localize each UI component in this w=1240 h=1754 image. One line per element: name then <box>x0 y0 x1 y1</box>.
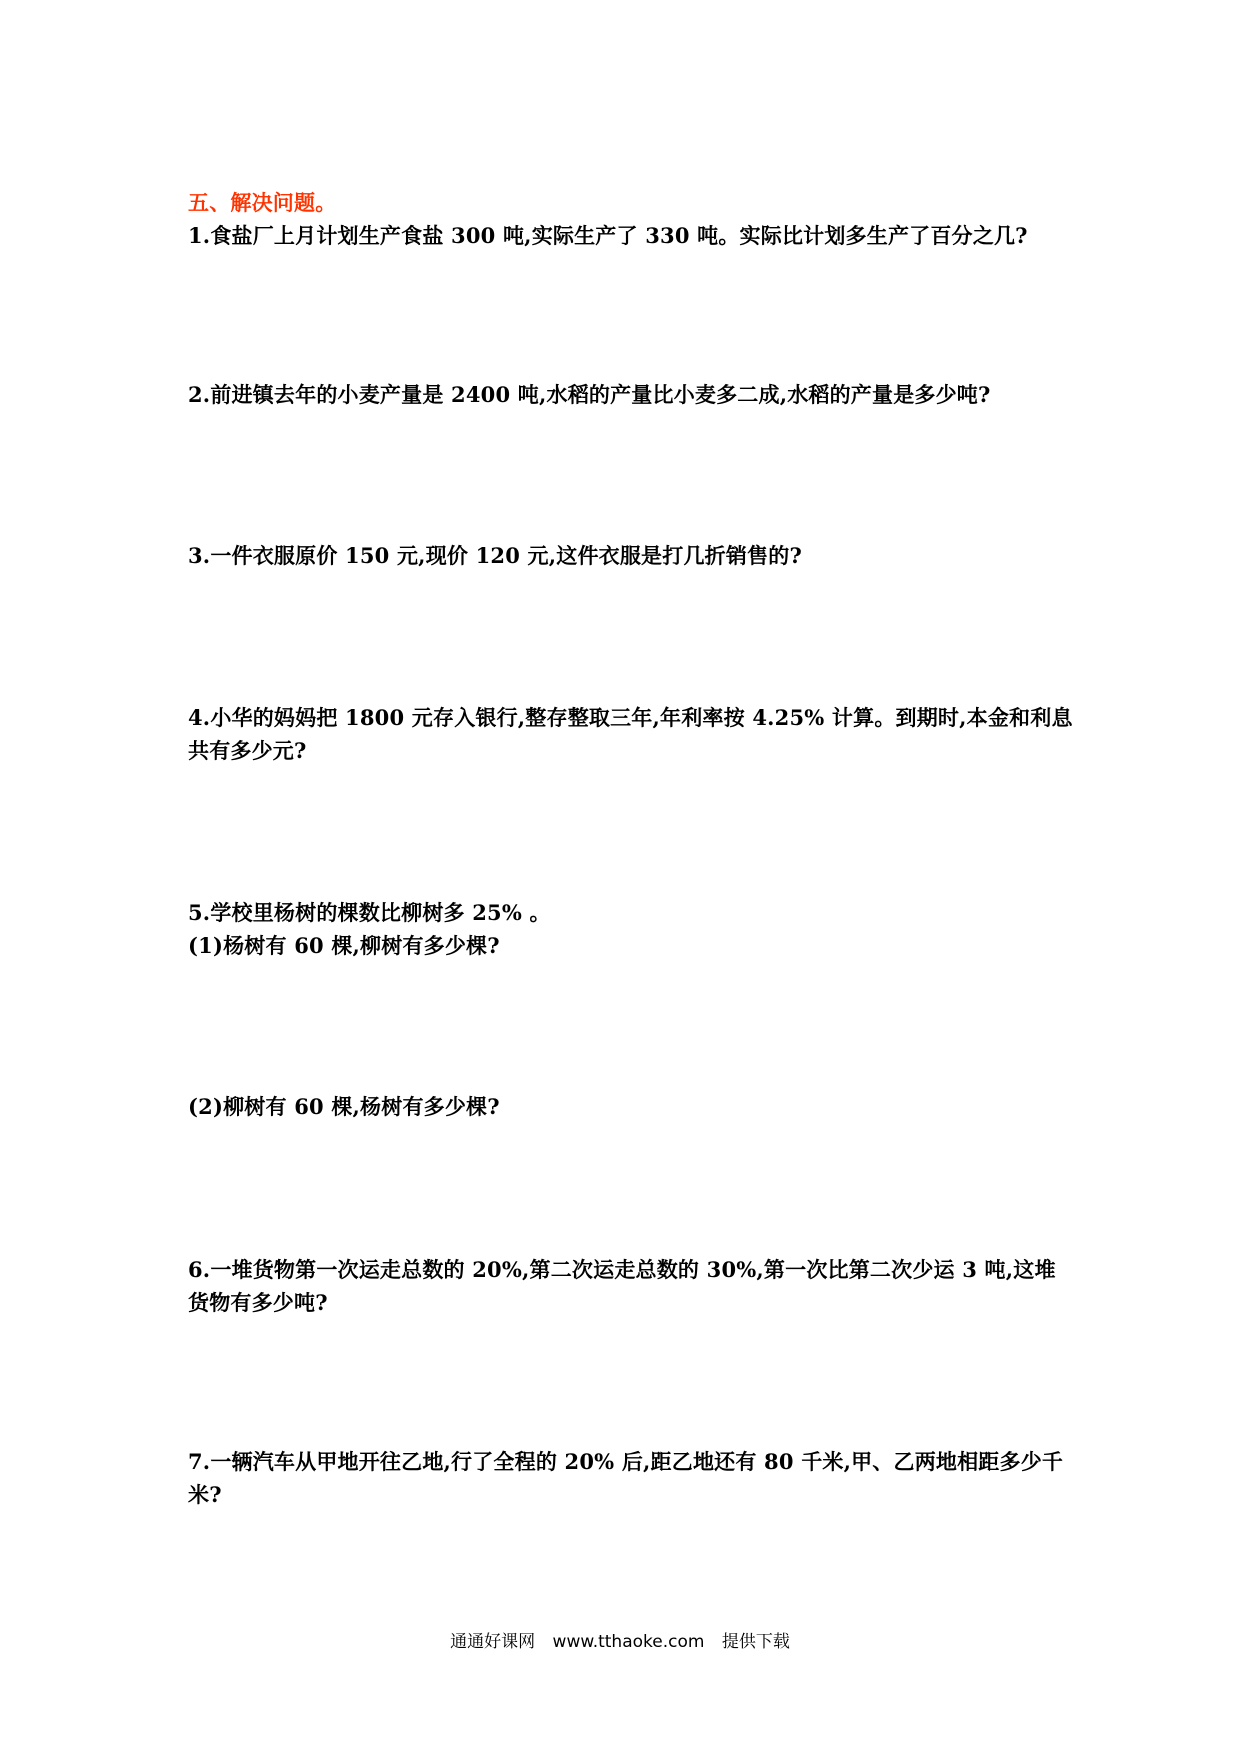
section-title: 五、解决问题。 <box>188 190 337 215</box>
question-5-sub-1: (1)杨树有 60 棵,柳树有多少棵? <box>188 933 500 958</box>
question-4-line-2: 共有多少元? <box>188 738 307 763</box>
question-4-line-1: 4.小华的妈妈把 1800 元存入银行,整存整取三年,年利率按 4.25% 计算。到期时,本金和利息 <box>188 705 1073 730</box>
question-7-line-2: 米? <box>188 1482 222 1507</box>
footer-suffix: 提供下载 <box>721 1632 790 1652</box>
question-2: 2.前进镇去年的小麦产量是 2400 吨,水稻的产量比小麦多二成,水稻的产量是多少吨? <box>188 382 991 407</box>
question-3: 3.一件衣服原价 150 元,现价 120 元,这件衣服是打几折销售的? <box>188 543 802 568</box>
page-footer <box>0 1630 1240 1654</box>
question-5: 5.学校里杨树的棵数比柳树多 25% 。 <box>188 900 551 925</box>
footer-url[interactable]: www.tthaoke.com <box>552 1632 705 1652</box>
question-7-line-1: 7.一辆汽车从甲地开往乙地,行了全程的 20% 后,距乙地还有 80 千米,甲、乙两地相距多少千 <box>188 1449 1064 1474</box>
question-6-line-1: 6.一堆货物第一次运走总数的 20%,第二次运走总数的 30%,第一次比第二次少运 3 吨,这堆 <box>188 1257 1056 1282</box>
footer-site-name: 通通好课网 <box>450 1632 536 1652</box>
question-5-sub-2: (2)柳树有 60 棵,杨树有多少棵? <box>188 1094 500 1119</box>
question-6-line-2: 货物有多少吨? <box>188 1290 328 1315</box>
question-1: 1.食盐厂上月计划生产食盐 300 吨,实际生产了 330 吨。实际比计划多生产了百分之几? <box>188 223 1028 248</box>
